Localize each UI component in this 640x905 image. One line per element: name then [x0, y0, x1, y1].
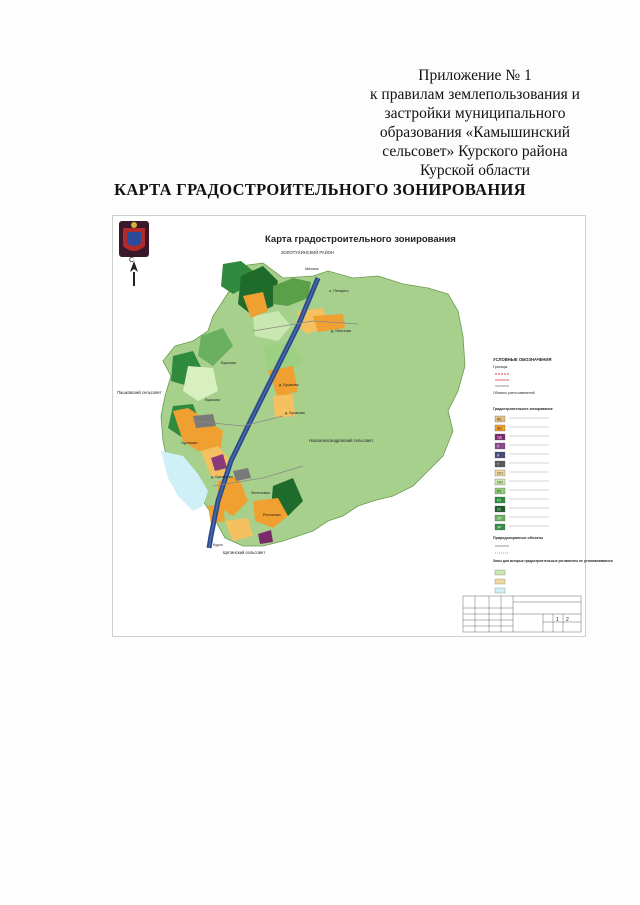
legend-section: Природоохранные объекты [493, 536, 544, 540]
coat-of-arms-icon [119, 221, 149, 257]
territory-area [161, 263, 465, 546]
place-label: Чуриково [181, 441, 198, 445]
appendix-line: образования «Камышинский [379, 124, 571, 141]
legend-code: Т [497, 462, 499, 467]
place-label: д. Махнова [331, 329, 351, 333]
legend-code: И [497, 453, 500, 458]
place-label: Рогозинка [263, 513, 281, 517]
place-label: п. Пенцино [329, 289, 349, 293]
legend-code: Р1 [497, 489, 501, 494]
region-label-north: ЗОЛОТУХИНСКИЙ РАЙОН [281, 250, 334, 255]
legend-code: Сп [497, 507, 502, 512]
place-label: Курск [213, 543, 223, 547]
legend-code: СХ2 [497, 480, 504, 485]
region-label-east: Новоалександровский сельсовет [309, 438, 374, 443]
legend-subtitle: Границы [493, 365, 508, 369]
legend-section: Градостроительное зонирование [493, 407, 553, 411]
legend-swatches [495, 416, 549, 530]
appendix-line: застройки муниципального [384, 105, 566, 122]
legend-code: П [497, 444, 500, 449]
appendix-line: Приложение № 1 [418, 67, 532, 84]
legend-code: Ж2 [497, 426, 502, 431]
title-stamp [463, 596, 581, 632]
legend-code: ЗР [497, 525, 502, 530]
appendix-line: Курской области [419, 162, 531, 179]
place-label: д. Бушкова [279, 383, 299, 387]
appendix-block [340, 66, 610, 180]
page-title: КАРТА ГРАДОСТРОИТЕЛЬНОГО ЗОНИРОВАНИЯ [114, 180, 526, 199]
map-sheet [112, 215, 613, 637]
sheet-number: 1 [556, 617, 559, 623]
place-label: Мячина [305, 267, 319, 271]
appendix-line: сельсовет» Курского района [382, 143, 568, 160]
region-label-south: Щетинский сельсовет [223, 550, 266, 555]
legend-section: Зоны для которых градостроительные регламенты не устанавливаются [493, 559, 613, 563]
place-label: Бушково [221, 361, 237, 365]
sheet-number: 2 [566, 617, 569, 623]
legend-section: Объекты учета изменений [493, 391, 535, 395]
place-label: Бушково [205, 398, 221, 402]
north-label: С [129, 257, 135, 264]
north-arrow-icon [130, 261, 138, 286]
legend-code: СХ1 [497, 471, 504, 476]
legend-code: ЗЛ [497, 516, 501, 521]
legend-title: УСЛОВНЫЕ ОБОЗНАЧЕНИЯ [493, 357, 552, 362]
appendix-line: к правилам землепользования и [370, 86, 580, 103]
zoning-map [113, 216, 613, 636]
place-label: д. Брежнево [211, 475, 233, 479]
legend-code: ОД [497, 435, 502, 440]
map-title: Карта градостроительного зонирования [265, 234, 456, 245]
legend-code: Ж1 [497, 417, 502, 422]
legend-code: Р2 [497, 498, 501, 503]
place-label: Зеленовка [251, 491, 270, 495]
place-label: д. Бушкова [285, 411, 305, 415]
region-label-west: Пашковский сельсовет [117, 390, 162, 395]
